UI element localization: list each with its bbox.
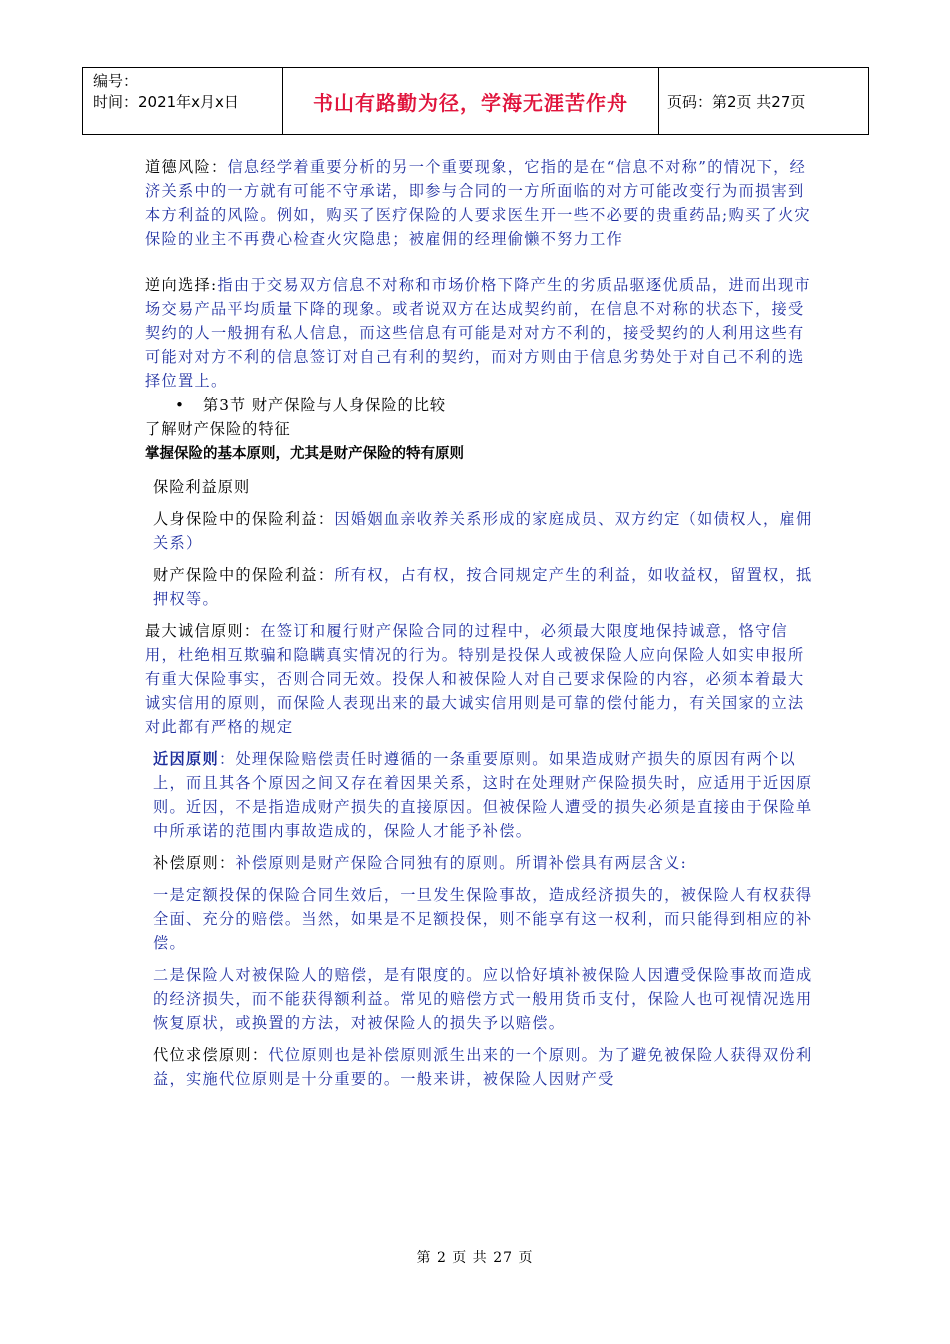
term-text: 代位原则也是补偿原则派生出来的一个原则。为了避免被保险人获得双份利益，实施代位原则是十分重要的。一般来讲，被保险人因财产受 — [153, 1046, 813, 1088]
term-text: 信息经学着重要分析的另一个重要现象，它指的是在“信息不对称”的情况下，经济关系中的一方就有可能不守承诺，即参与合同的一方所面临的对方可能改变行为而损害到本方利益的风险。例如，购买了医疗保险的人要求医生开一些不必要的贵重药品;购买了火灾保险的业主不再费心检查火灾隐患；被雇佣的经理偷懒不努力工作 — [145, 158, 811, 248]
section-heading: 第3节 财产保险与人身保险的比较 — [203, 396, 447, 414]
document-date: 时间：2021年x月x日 — [93, 93, 239, 111]
term-text: 因婚姻血亲收养关系形成的家庭成员、双方约定（如债权人，雇佣关系） — [153, 510, 813, 552]
paragraph-indemnity — [145, 851, 820, 875]
bullet-icon: • — [175, 396, 185, 414]
term-label: 代位求偿原则： — [153, 1046, 269, 1064]
paragraph-indemnity-first: 一是定额投保的保险合同生效后，一旦发生保险事故，造成经济损失的，被保险人有权获得全面、充分的赔偿。当然，如果是不足额投保，则不能享有这一权利，而只能得到相应的补偿。 — [153, 886, 813, 952]
paragraph-property-interest — [145, 563, 820, 611]
paragraph-adverse-selection — [145, 273, 820, 393]
paragraph-utmost-good-faith — [145, 619, 820, 739]
term-label: 人身保险中的保险利益： — [153, 510, 335, 528]
page-footer: 第 2 页 共 27 页 — [416, 1250, 534, 1266]
term-text: 指由于交易双方信息不对称和市场价格下降产生的劣质品驱逐优质品，进而出现市场交易产品平均质量下降的现象。或者说双方在达成契约前，在信息不对称的状态下，接受契约的人一般拥有私人信息，而这些信息有可能是对对方不利的，接受契约的人利用这些有可能对对方不利的信息签订对自己有利的契约，而对方则由于信息劣势处于对自己不利的选择位置上。 — [145, 276, 811, 390]
header-motto: 书山有路勤为径，学海无涯苦作舟 — [283, 68, 659, 134]
paragraph-proximate-cause — [145, 747, 820, 843]
document-header — [82, 67, 869, 135]
document-number: 编号： — [93, 72, 139, 90]
term-label: 补偿原则： — [153, 854, 236, 872]
term-label: 近因原则 — [153, 750, 219, 768]
term-label: 逆向选择: — [145, 276, 218, 294]
term-label: 道德风险： — [145, 158, 228, 176]
document-body — [145, 155, 820, 1091]
paragraph-indemnity-second: 二是保险人对被保险人的赔偿，是有限度的。应以恰好填补被保险人因遭受保险事故而造成的经济损失，而不能获得额利益。常见的赔偿方式一般用货币支付，保险人也可视情况选用恢复原状，或换置的方法，对被保险人的损失予以赔偿。 — [153, 966, 813, 1032]
objective-master: 掌握保险的基本原则，尤其是财产保险的特有原则 — [145, 446, 464, 462]
header-meta — [83, 68, 283, 134]
paragraph-moral-hazard — [145, 155, 820, 251]
term-label: 最大诚信原则： — [145, 622, 261, 640]
term-text: 在签订和履行财产保险合同的过程中，必须最大限度地保持诚意，恪守信用，杜绝相互欺骗和隐瞒真实情况的行为。特别是投保人或被保险人应向保险人如实申报所有重大保险事实，否则合同无效。投保人和被保险人对自己要求保险的内容，必须本着最大诚实信用的原则，而保险人表现出来的最大诚实信用则是可靠的偿付能力，有关国家的立法对此都有严格的规定 — [145, 622, 805, 736]
section-bullet — [145, 393, 820, 417]
paragraph-subrogation — [145, 1043, 820, 1091]
term-text: ：处理保险赔偿责任时遵循的一条重要原则。如果造成财产损失的原因有两个以上，而且其各个原因之间又存在着因果关系，这时在处理财产保险损失时，应适用于近因原则。近因，不是指造成财产损失的直接原因。但被保险人遭受的损失必须是直接由于保险单中所承诺的范围内事故造成的，保险人才能予补偿。 — [153, 750, 813, 840]
term-text: 所有权，占有权，按合同规定产生的利益，如收益权，留置权，抵押权等。 — [153, 566, 813, 608]
paragraph-life-interest — [145, 507, 820, 555]
term-text: 补偿原则是财产保险合同独有的原则。所谓补偿具有两层含义: — [235, 854, 688, 872]
header-page-number: 页码：第2页 共27页 — [667, 92, 806, 111]
principle-interest-title: 保险利益原则 — [153, 478, 251, 496]
objective-understand: 了解财产保险的特征 — [145, 420, 291, 438]
term-label: 财产保险中的保险利益： — [153, 566, 335, 584]
